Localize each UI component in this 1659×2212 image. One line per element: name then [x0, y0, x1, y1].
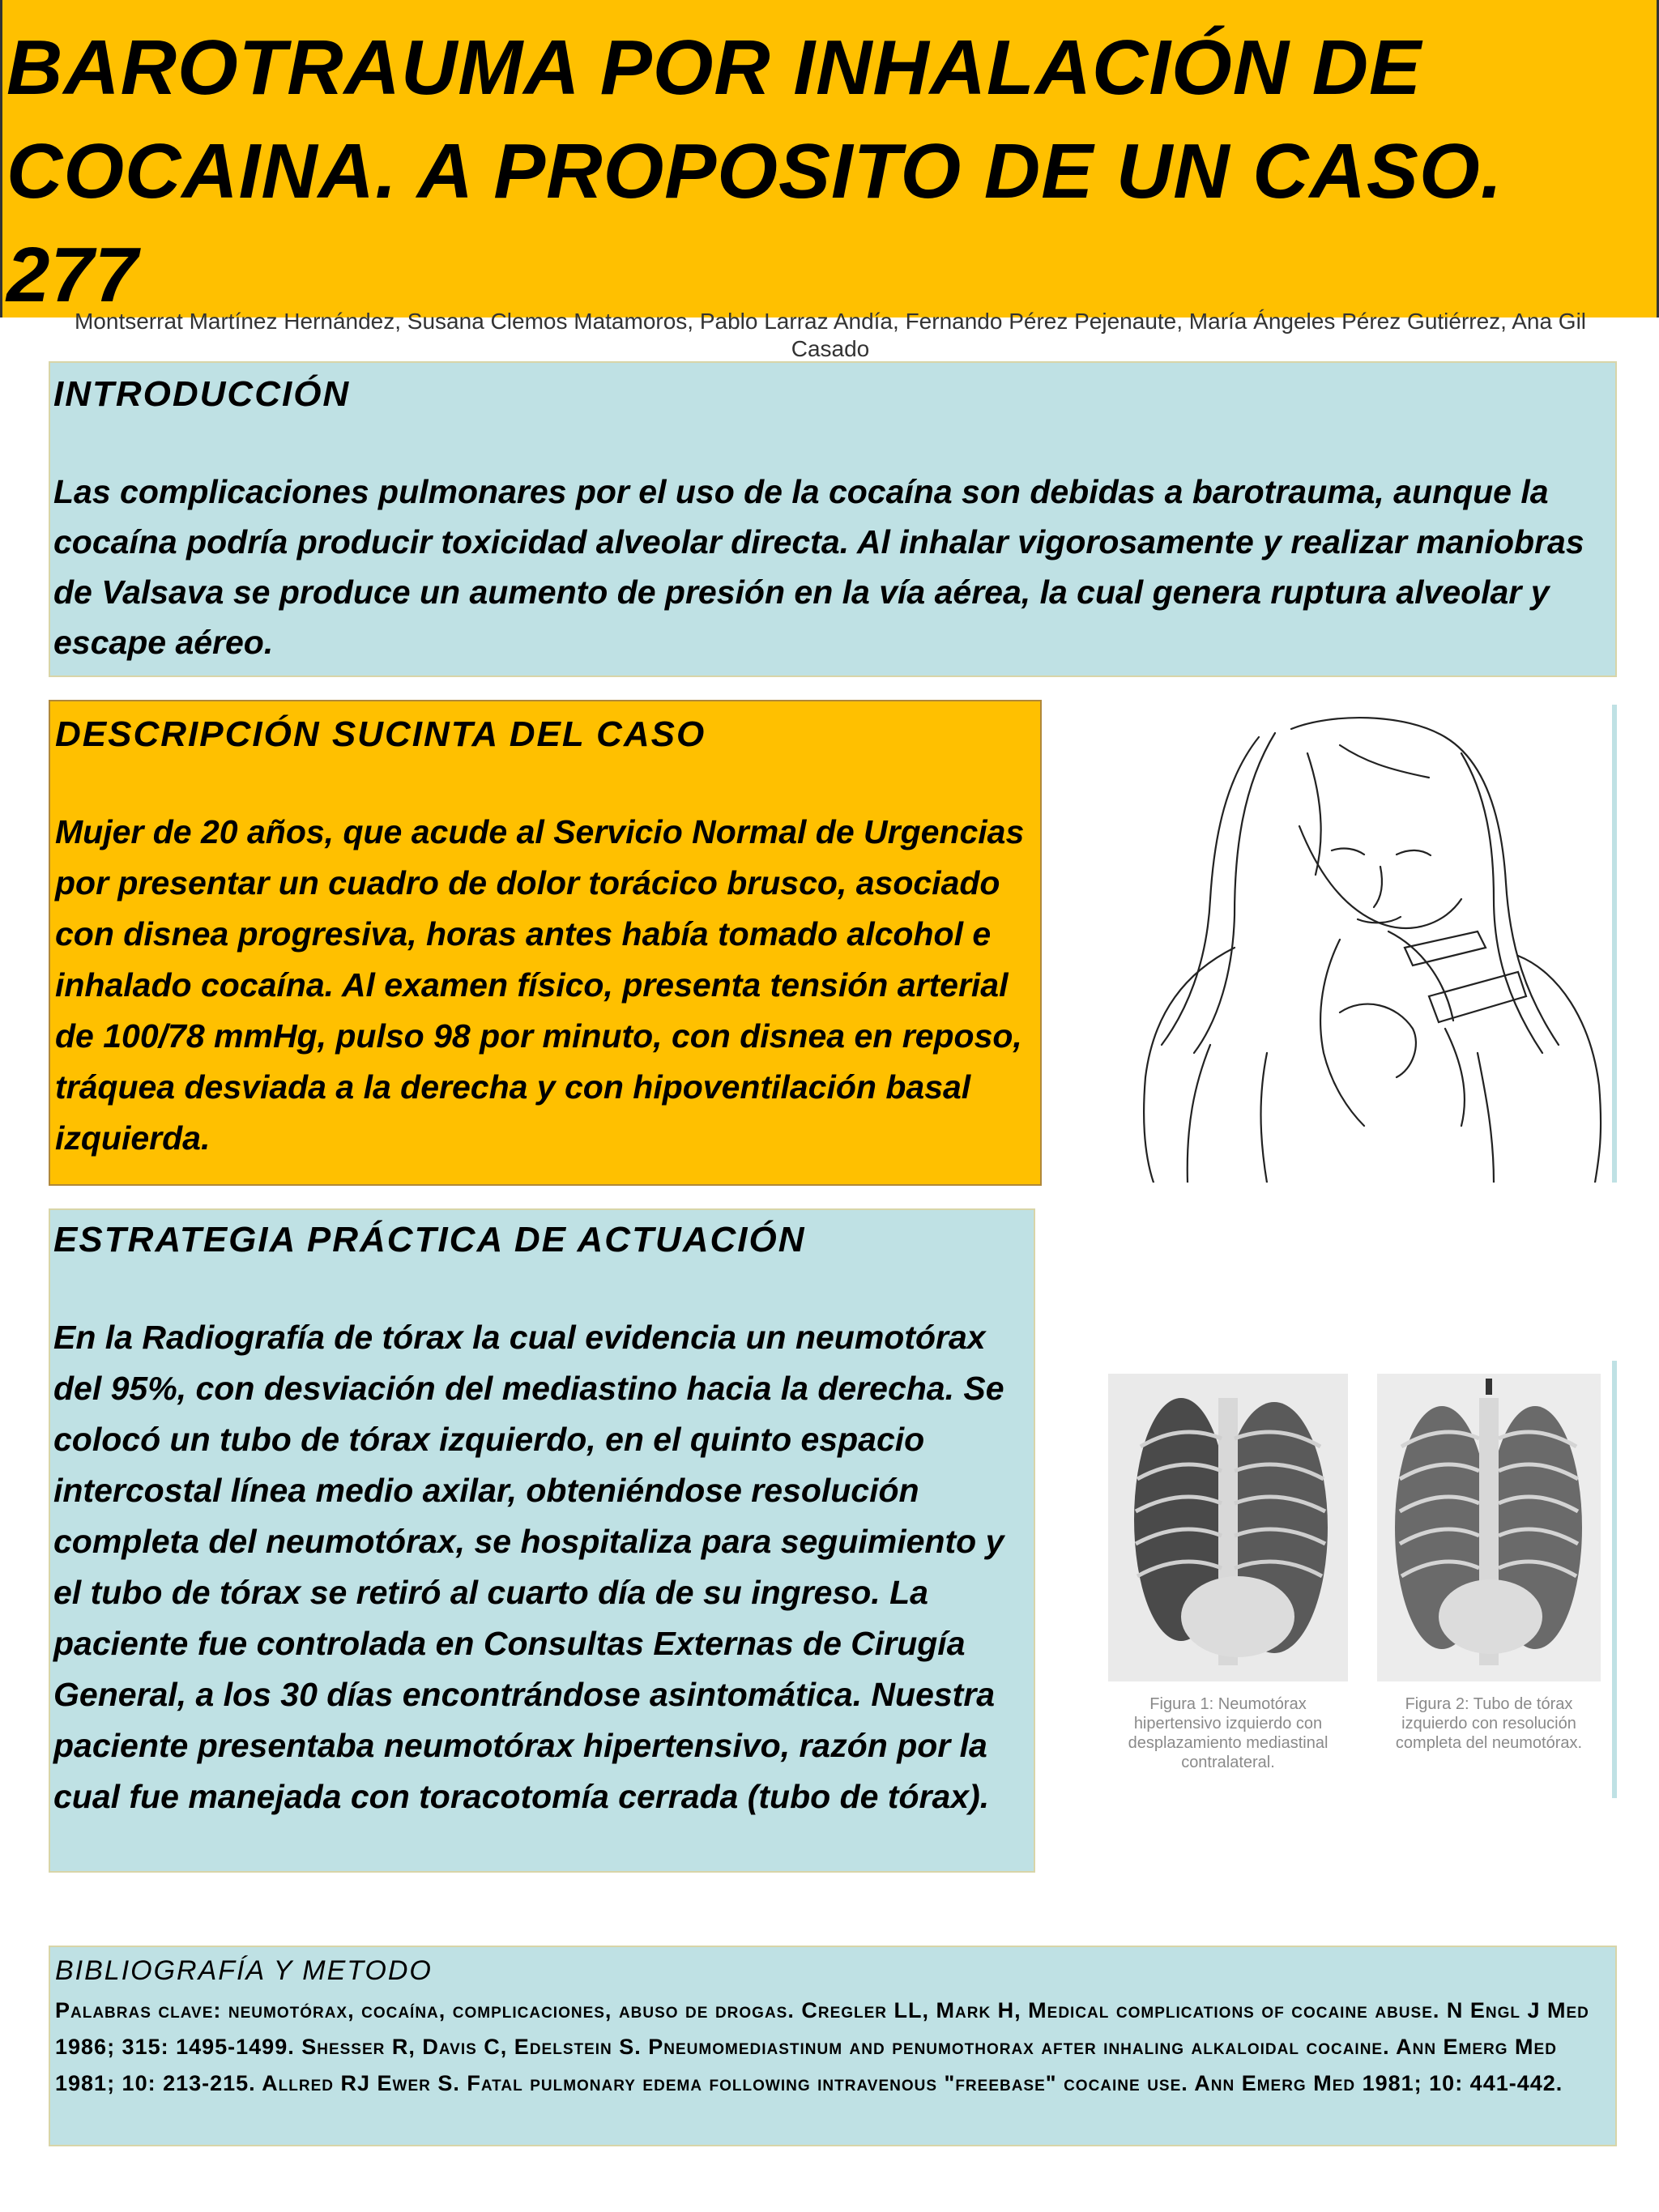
title-line-1: BAROTRAUMA POR INHALACIÓN DE — [6, 24, 1422, 111]
intro-heading: INTRODUCCIÓN — [53, 374, 351, 414]
xray-image-1 — [1108, 1374, 1348, 1681]
title-line-3: 277 — [6, 232, 139, 318]
xray-panel — [1089, 1361, 1617, 1798]
strategy-text: En la Radiografía de tórax la cual evidencia un neumotórax del 95%, con desviación del mediastino hacia la derecha. Se colocó un tubo de tórax izquierdo, en el quinto espacio intercostal línea medio axilar, obteniéndose resolución completa del neumotórax, se hospitaliza para seguimiento y el tubo de tórax se retiró al cuarto día de su ingreso. La paciente fue controlada en Consultas Externas de Cirugía General, a los 30 días encontrándose asintomática. Nuestra paciente presentaba neumotórax hipertensivo, razón por la cual fue manejada con toracotomía cerrada (tubo de tórax). — [53, 1319, 1004, 1815]
woman-illustration — [1137, 705, 1617, 1183]
case-heading: DESCRIPCIÓN SUCINTA DEL CASO — [55, 714, 706, 754]
bibliography-text: Palabras clave: neumotórax, cocaína, complicaciones, abuso de drogas. Cregler LL, Mark H, Medical complications of cocaine abuse. N Engl J Med 1986; 315: 1495-1499. Shesser R, Davis C, Edelstein S. Pneumomediastinum and penumothorax after inhaling alkaloidal cocaine. Ann Emerg Med 1981; 10: 213-215. Allred RJ Ewer S. Fatal pulmonary edema following intravenous "freebase" cocaine use. Ann Emerg Med 1981; 10: 441-442. — [55, 1998, 1589, 2095]
chest-xray-1-icon — [1108, 1374, 1348, 1681]
bibliography-panel — [49, 1946, 1617, 2146]
woman-drawing-icon — [1137, 705, 1607, 1183]
case-text: Mujer de 20 años, que acude al Servicio Normal de Urgencias por presentar un cuadro de dolor torácico brusco, asociado con disnea progresiva, horas antes había tomado alcohol e inhalado cocaína. Al examen físico, presenta tensión arterial de 100/78 mmHg, pulso 98 por minuto, con disnea en reposo, tráquea desviada a la derecha y con hipoventilación basal izquierda. — [55, 813, 1025, 1157]
intro-panel — [49, 361, 1617, 677]
figure-1-caption: Figura 1: Neumotórax hipertensivo izquierdo con desplazamiento mediastinal contralateral. — [1128, 1695, 1328, 1771]
figure-2-caption: Figura 2: Tubo de tórax izquierdo con resolución completa del neumotórax. — [1395, 1695, 1583, 1752]
strategy-panel — [49, 1208, 1035, 1873]
title-line-2: COCAINA. A PROPOSITO DE UN CASO. — [6, 128, 1503, 215]
bibliography-heading: BIBLIOGRAFÍA Y METODO — [55, 1955, 433, 1986]
intro-text: Las complicaciones pulmonares por el uso de la cocaína son debidas a barotrauma, aunque la cocaína podría producir toxicidad alveolar directa. Al inhalar vigorosamente y realizar maniobras de Valsava se produce un aumento de presión en la vía aérea, la cual genera ruptura alveolar y escape aéreo. — [53, 473, 1584, 661]
poster-title — [6, 16, 1627, 327]
strategy-heading: ESTRATEGIA PRÁCTICA DE ACTUACIÓN — [53, 1220, 806, 1259]
xray-image-2 — [1377, 1374, 1601, 1681]
case-panel — [49, 700, 1042, 1186]
authors: Montserrat Martínez Hernández, Susana Clemos Matamoros, Pablo Larraz Andía, Fernando Pérez Pejenaute, María Ángeles Pérez Gutiérrez, Ana Gil Casado — [74, 309, 1587, 361]
chest-xray-2-icon — [1377, 1374, 1601, 1681]
